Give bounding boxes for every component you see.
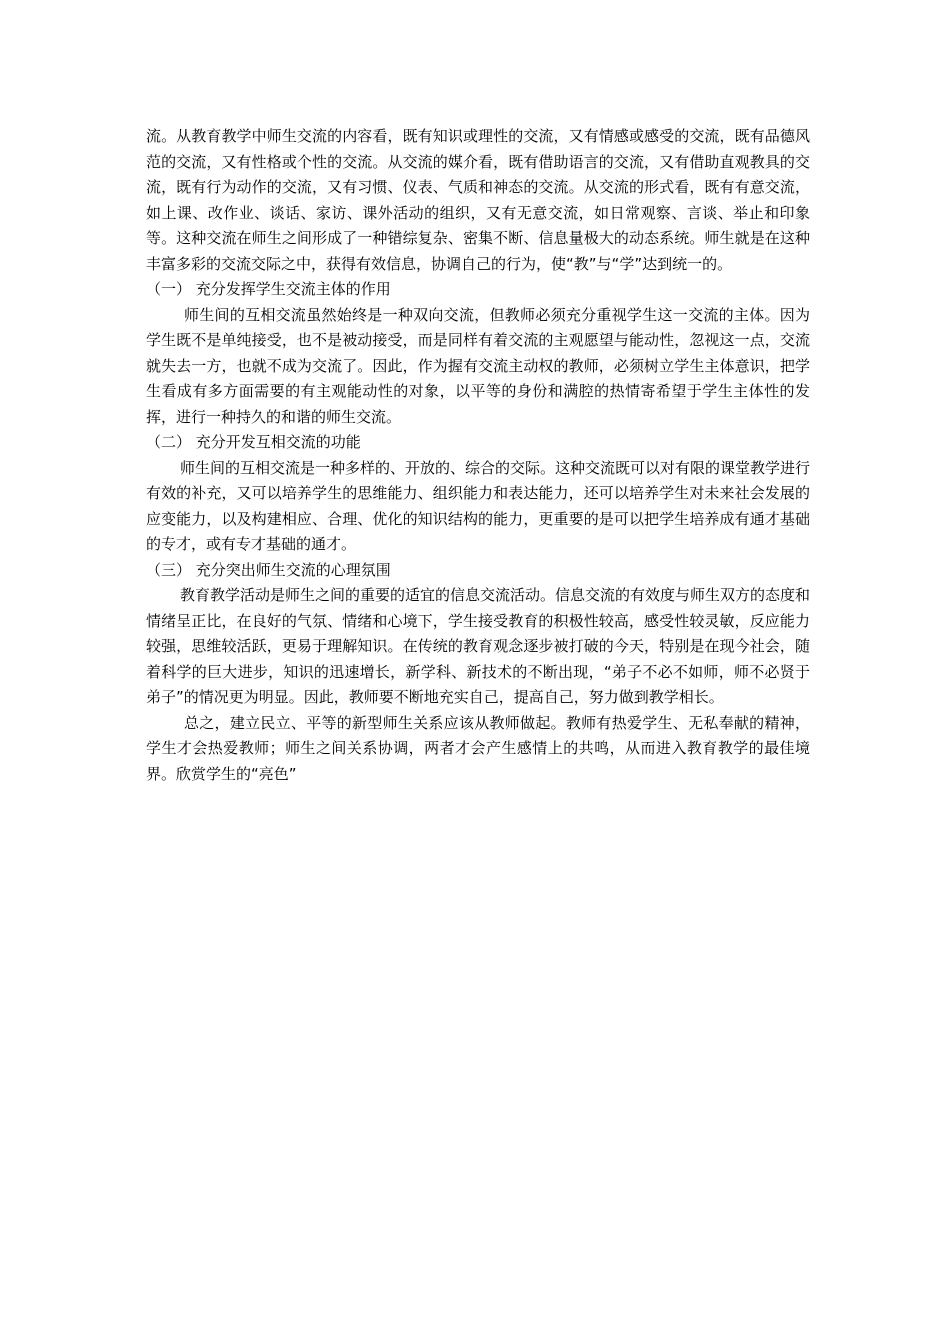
intro-paragraph: 流。从教育教学中师生交流的内容看，既有知识或理性的交流，又有情感或感受的交流，既有品德风范的交流，又有性格或个性的交流。从交流的媒介看，既有借助语言的交流，又有借助直观教具的交流，既有行为动作的交流，又有习惯、仪表、气质和神态的交流。从交流的形式看，既有有意交流，如上课、改作业、谈话、家访、课外活动的组织，又有无意交流，如日常观察、言谈、举止和印象等。这种交流在师生之间形成了一种错综复杂、密集不断、信息量极大的动态系统。师生就是在这种丰富多彩的交流交际之中，获得有效信息，协调自己的行为，使“教”与“学”达到统一的。 — [146, 127, 810, 273]
section-2-paragraph: 师生间的互相交流是一种多样的、开放的、综合的交际。这种交流既可以对有限的课堂教学进行有效的补充，又可以培养学生的思维能力、组织能力和表达能力，还可以培养学生对未来社会发展的应变能力，以及构建相应、合理、优化的知识结构的能力，更重要的是可以把学生培养成有通才基础的专才，或有专才基础的通才。 — [146, 458, 811, 553]
section-3-heading: （三） 充分突出师生交流的心理氛围 — [146, 560, 391, 579]
section-1-heading: （一） 充分发挥学生交流主体的作用 — [146, 280, 391, 298]
section-2-heading: （二） 充分开发互相交流的功能 — [146, 433, 361, 451]
section-1-paragraph: 师生间的互相交流虽然始终是一种双向交流，但教师必须充分重视学生这一交流的主体。因为学生既不是单纯接受，也不是被动接受，而是同样有着交流的主观愿望与能动性，忽视这一点，交流就失去一方，也就不成为交流了。因此，作为握有交流主动权的教师，必须树立学生主体意识，把学生看成有多方面需要的有主观能动性的对象，以平等的身份和满腔的热情寄希望于学生主体性的发挥，进行一种持久的和谐的师生交流。 — [146, 305, 810, 426]
conclusion-paragraph: 总之，建立民立、平等的新型师生关系应该从教师做起。教师有热爱学生、无私奉献的精神，学生才会热爱教师；师生之间关系协调，两者才会产生感情上的共鸣，从而进入教育教学的最佳境界。欣赏学生的“亮色” — [146, 713, 810, 783]
document-body — [146, 124, 810, 787]
section-3-paragraph: 教育教学活动是师生之间的重要的适宜的信息交流活动。信息交流的有效度与师生双方的态度和情绪呈正比，在良好的气氛、情绪和心境下，学生接受教育的积极性较高，感受性较灵敏，反应能力较强，思维较活跃，更易于理解知识。在传统的教育观念逐步被打破的今天，特别是在现今社会，随着科学的巨大进步，知识的迅速增长，新学科、新技术的不断出现，“弟子不必不如师，师不必贤于弟子”的情况更为明显。因此，教师要不断地充实自己，提高自己，努力做到教学相长。 — [146, 586, 811, 706]
